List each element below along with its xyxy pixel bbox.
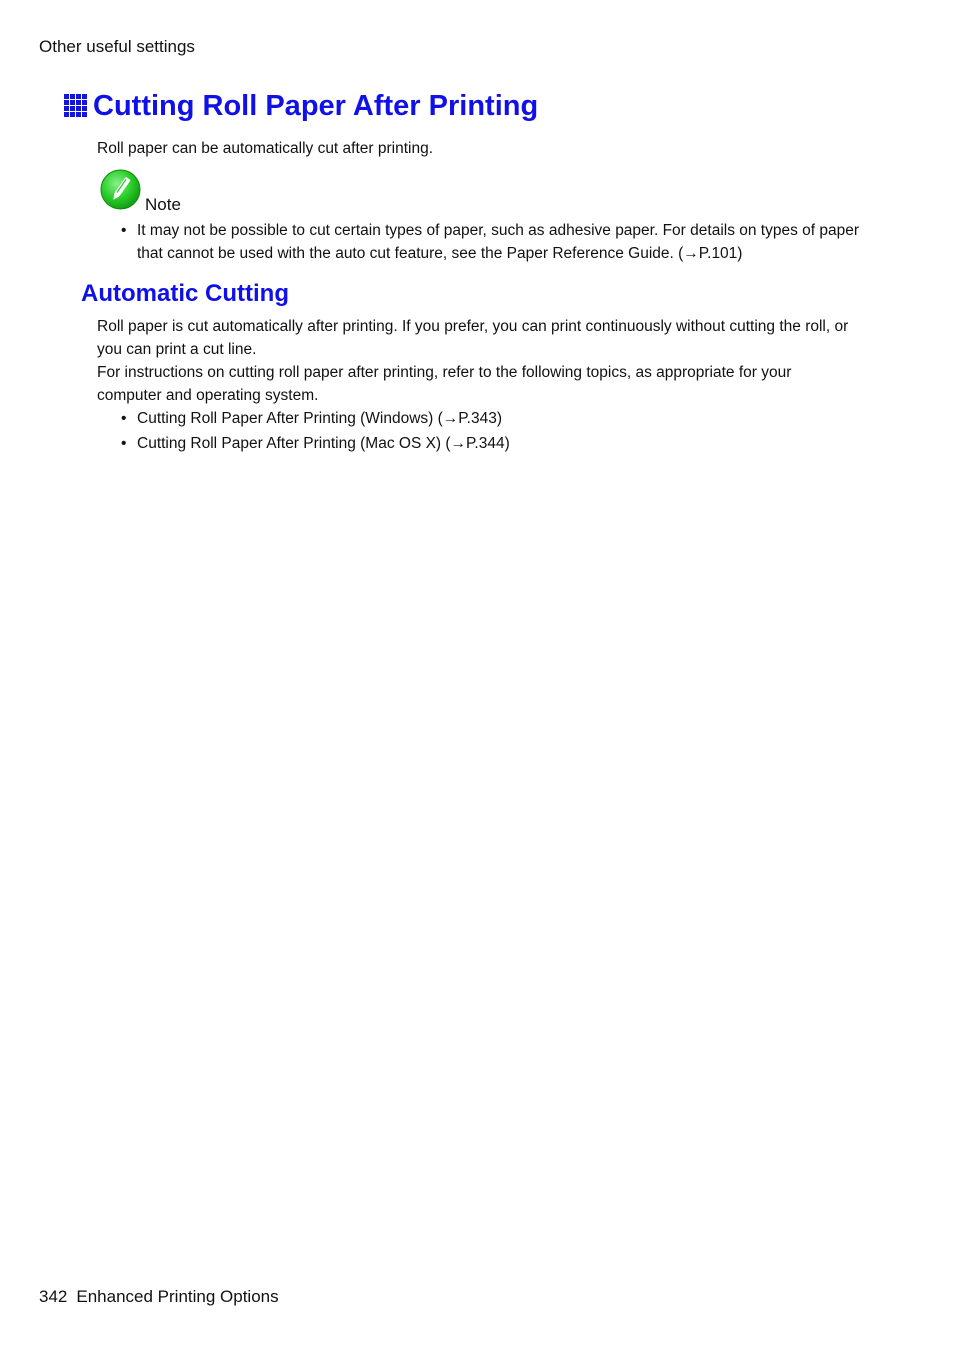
section-paragraph-1: Roll paper is cut automatically after printing. If you prefer, you can print continuously without cutting the roll, or you can print a cut line. [97, 318, 849, 358]
pencil-note-icon [100, 169, 141, 210]
section-paragraph-2: For instructions on cutting roll paper after printing, refer to the following topics, as appropriate for your computer and operating system. [97, 364, 792, 404]
page-number: 342 [39, 1287, 68, 1306]
note-label: Note [145, 195, 181, 214]
note-item-text: It may not be possible to cut certain types of paper, such as adhesive paper. For details on types of paper that cannot be used with the auto cut feature, see the Paper Reference Guide. (→P.101) [137, 222, 860, 262]
grid-icon [64, 94, 88, 118]
running-header: Other useful settings [39, 37, 195, 56]
page-footer [39, 1287, 279, 1307]
section-heading-automatic-cutting: Automatic Cutting [81, 280, 289, 307]
topic-link-windows-text[interactable]: Cutting Roll Paper After Printing (Windows) (→P.343) [137, 410, 502, 427]
topic-link-mac-text[interactable]: Cutting Roll Paper After Printing (Mac OS X) (→P.344) [137, 435, 510, 452]
page-title-row [64, 88, 538, 124]
page-title: Cutting Roll Paper After Printing [93, 90, 539, 122]
chapter-name: Enhanced Printing Options [76, 1287, 279, 1306]
note-item: • It may not be possible to cut certain types of paper, such as adhesive paper. For details on types of paper that cannot be used with the auto cut feature, see the Paper Reference Guide. (→P.101) [121, 222, 860, 262]
topic-link-mac[interactable]: • Cutting Roll Paper After Printing (Mac OS X) (→P.344) [121, 435, 510, 452]
note-list [97, 219, 867, 265]
topic-link-list [97, 407, 857, 457]
intro-text: Roll paper can be automatically cut after printing. [97, 140, 434, 157]
topic-link-windows[interactable]: • Cutting Roll Paper After Printing (Windows) (→P.343) [121, 410, 502, 427]
